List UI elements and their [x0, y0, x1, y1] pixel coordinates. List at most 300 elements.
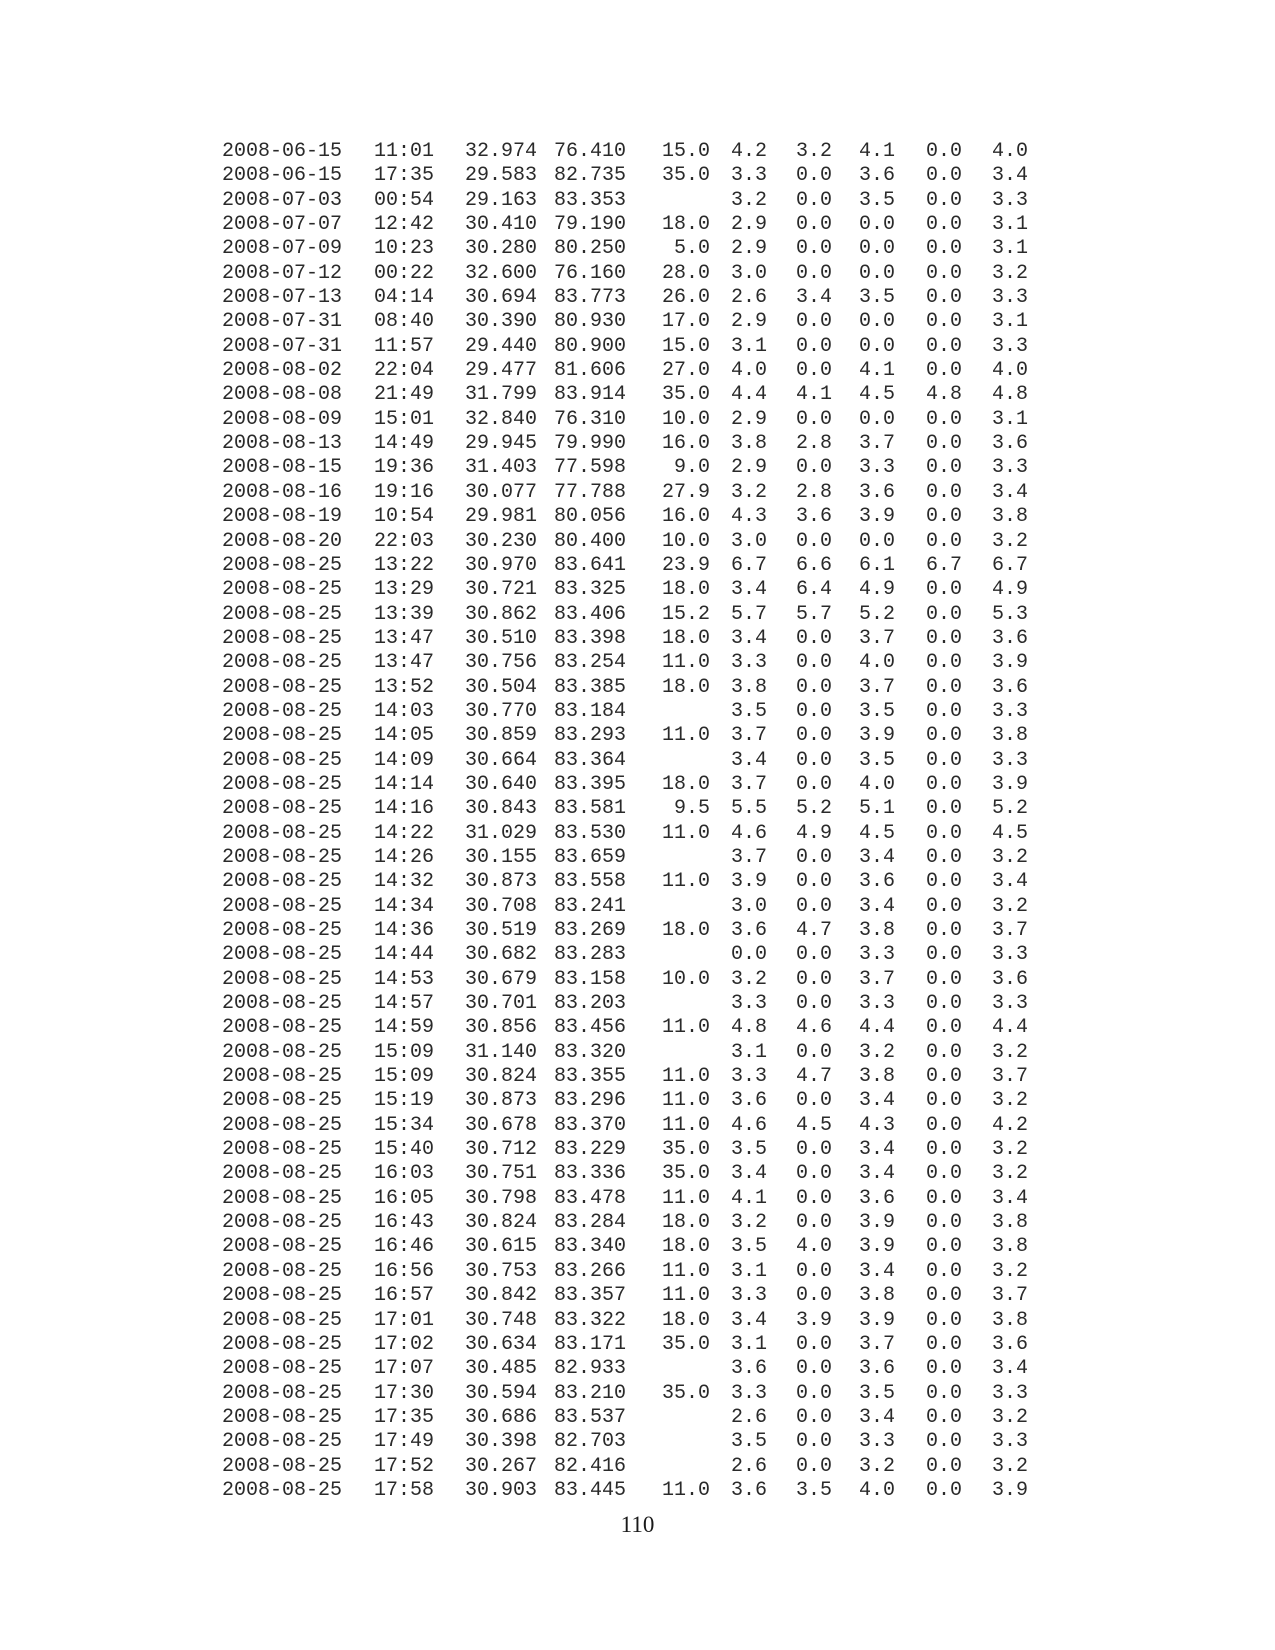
cell-time: 13:52	[374, 675, 435, 699]
cell-lat: 30.615	[465, 1235, 538, 1259]
cell-time: 17:52	[374, 1454, 435, 1478]
cell-lon: 79.990	[554, 432, 627, 456]
cell-lon: 83.158	[554, 967, 627, 991]
table-row	[222, 724, 1052, 748]
cell-date: 2008-08-25	[222, 1381, 343, 1405]
cell-m1: 4.1	[730, 1186, 767, 1210]
cell-m3: 4.0	[858, 772, 895, 796]
cell-date: 2008-08-25	[222, 1162, 343, 1186]
cell-m4: 0.0	[925, 992, 962, 1016]
cell-time: 14:14	[374, 772, 435, 796]
cell-date: 2008-08-09	[222, 407, 343, 431]
cell-m1: 3.1	[730, 334, 767, 358]
table-row	[222, 1187, 1052, 1211]
cell-m2: 6.6	[795, 553, 832, 577]
cell-m2: 3.4	[795, 286, 832, 310]
cell-m4: 0.0	[925, 310, 962, 334]
table-row	[222, 1016, 1052, 1040]
cell-m3: 3.3	[858, 992, 895, 1016]
table-row	[222, 1382, 1052, 1406]
cell-m1: 3.7	[730, 724, 767, 748]
cell-m5: 3.4	[991, 870, 1028, 894]
cell-m3: 4.0	[858, 651, 895, 675]
cell-lat: 29.945	[465, 432, 538, 456]
cell-m2: 0.0	[795, 699, 832, 723]
cell-lon: 83.353	[554, 188, 627, 212]
cell-m1: 3.6	[730, 1357, 767, 1381]
cell-depth: 17.0	[661, 310, 710, 334]
cell-lon: 83.266	[554, 1259, 627, 1283]
cell-m2: 0.0	[795, 675, 832, 699]
cell-m5: 4.2	[991, 1113, 1028, 1137]
cell-m3: 3.7	[858, 675, 895, 699]
cell-m5: 3.6	[991, 967, 1028, 991]
table-row	[222, 749, 1052, 773]
cell-time: 17:07	[374, 1357, 435, 1381]
table-row	[222, 1455, 1052, 1479]
cell-m5: 3.2	[991, 529, 1028, 553]
cell-m5: 3.2	[991, 894, 1028, 918]
cell-lon: 79.190	[554, 213, 627, 237]
cell-m5: 3.4	[991, 1186, 1028, 1210]
cell-lat: 30.155	[465, 845, 538, 869]
cell-m1: 4.8	[730, 1016, 767, 1040]
cell-lon: 83.581	[554, 797, 627, 821]
cell-time: 17:35	[374, 164, 435, 188]
cell-m4: 0.0	[925, 188, 962, 212]
cell-m2: 0.0	[795, 529, 832, 553]
cell-m5: 4.9	[991, 578, 1028, 602]
cell-m3: 3.4	[858, 1162, 895, 1186]
cell-lat: 30.679	[465, 967, 538, 991]
cell-m5: 4.4	[991, 1016, 1028, 1040]
cell-m5: 3.2	[991, 1089, 1028, 1113]
cell-m2: 4.9	[795, 821, 832, 845]
cell-time: 13:22	[374, 553, 435, 577]
cell-m1: 2.9	[730, 407, 767, 431]
cell-m2: 0.0	[795, 1259, 832, 1283]
cell-depth: 11.0	[661, 1259, 710, 1283]
cell-lon: 83.370	[554, 1113, 627, 1137]
cell-m2: 0.0	[795, 456, 832, 480]
cell-lat: 30.903	[465, 1478, 538, 1502]
cell-lat: 30.701	[465, 992, 538, 1016]
cell-m2: 0.0	[795, 188, 832, 212]
cell-date: 2008-08-25	[222, 821, 343, 845]
cell-m2: 5.7	[795, 602, 832, 626]
cell-time: 10:54	[374, 505, 435, 529]
cell-lat: 30.230	[465, 529, 538, 553]
cell-m4: 0.0	[925, 967, 962, 991]
cell-m1: 5.7	[730, 602, 767, 626]
cell-time: 16:56	[374, 1259, 435, 1283]
cell-m4: 0.0	[925, 261, 962, 285]
cell-time: 13:47	[374, 651, 435, 675]
cell-m3: 0.0	[858, 213, 895, 237]
cell-m1: 3.0	[730, 261, 767, 285]
table-row	[222, 1089, 1052, 1113]
cell-depth: 18.0	[661, 1211, 710, 1235]
cell-time: 17:35	[374, 1405, 435, 1429]
cell-m2: 4.0	[795, 1235, 832, 1259]
cell-depth: 11.0	[661, 1478, 710, 1502]
cell-m1: 3.4	[730, 626, 767, 650]
cell-m5: 3.6	[991, 626, 1028, 650]
cell-m5: 3.3	[991, 456, 1028, 480]
table-row	[222, 627, 1052, 651]
cell-lon: 83.537	[554, 1405, 627, 1429]
cell-m1: 3.3	[730, 1381, 767, 1405]
cell-m2: 0.0	[795, 1430, 832, 1454]
cell-m1: 3.8	[730, 675, 767, 699]
cell-lat: 30.770	[465, 699, 538, 723]
cell-time: 17:02	[374, 1332, 435, 1356]
cell-depth: 11.0	[661, 870, 710, 894]
cell-time: 16:57	[374, 1284, 435, 1308]
cell-m4: 0.0	[925, 1162, 962, 1186]
cell-time: 12:42	[374, 213, 435, 237]
cell-time: 16:03	[374, 1162, 435, 1186]
cell-m5: 3.2	[991, 1405, 1028, 1429]
cell-lat: 30.267	[465, 1454, 538, 1478]
cell-m1: 2.6	[730, 286, 767, 310]
cell-m3: 3.4	[858, 1089, 895, 1113]
cell-time: 14:32	[374, 870, 435, 894]
cell-date: 2008-07-09	[222, 237, 343, 261]
data-table	[222, 140, 1052, 1503]
table-row	[222, 1284, 1052, 1308]
cell-lon: 83.203	[554, 992, 627, 1016]
cell-m4: 0.0	[925, 602, 962, 626]
cell-m4: 0.0	[925, 724, 962, 748]
cell-lat: 31.799	[465, 383, 538, 407]
cell-lon: 76.410	[554, 140, 627, 163]
cell-m4: 4.8	[925, 383, 962, 407]
cell-m2: 0.0	[795, 845, 832, 869]
cell-lat: 30.410	[465, 213, 538, 237]
cell-m4: 0.0	[925, 1211, 962, 1235]
cell-m5: 3.9	[991, 1478, 1028, 1502]
cell-lat: 30.678	[465, 1113, 538, 1137]
cell-m1: 4.6	[730, 1113, 767, 1137]
cell-m2: 0.0	[795, 237, 832, 261]
cell-m4: 0.0	[925, 1259, 962, 1283]
cell-m1: 3.6	[730, 1089, 767, 1113]
cell-lat: 30.390	[465, 310, 538, 334]
cell-m4: 0.0	[925, 748, 962, 772]
cell-lon: 83.284	[554, 1211, 627, 1235]
cell-lat: 30.694	[465, 286, 538, 310]
cell-depth: 18.0	[661, 626, 710, 650]
cell-lon: 80.250	[554, 237, 627, 261]
cell-m3: 3.7	[858, 432, 895, 456]
cell-lon: 83.558	[554, 870, 627, 894]
cell-lon: 80.400	[554, 529, 627, 553]
cell-depth: 35.0	[661, 1162, 710, 1186]
cell-date: 2008-08-16	[222, 480, 343, 504]
cell-depth: 11.0	[661, 821, 710, 845]
cell-lon: 83.325	[554, 578, 627, 602]
cell-m1: 3.2	[730, 1211, 767, 1235]
cell-lon: 83.296	[554, 1089, 627, 1113]
cell-lat: 30.686	[465, 1405, 538, 1429]
cell-m1: 3.4	[730, 1162, 767, 1186]
cell-m5: 4.0	[991, 140, 1028, 163]
cell-m3: 5.2	[858, 602, 895, 626]
cell-lon: 83.269	[554, 919, 627, 942]
table-row	[222, 1235, 1052, 1259]
cell-time: 14:36	[374, 919, 435, 942]
cell-m3: 3.2	[858, 1040, 895, 1064]
cell-depth: 18.0	[661, 213, 710, 237]
cell-time: 17:01	[374, 1308, 435, 1332]
cell-m3: 6.1	[858, 553, 895, 577]
cell-time: 15:09	[374, 1065, 435, 1089]
cell-lon: 83.254	[554, 651, 627, 675]
cell-time: 14:34	[374, 894, 435, 918]
cell-m4: 0.0	[925, 286, 962, 310]
cell-lat: 30.970	[465, 553, 538, 577]
cell-m3: 4.9	[858, 578, 895, 602]
cell-m4: 0.0	[925, 432, 962, 456]
cell-m4: 0.0	[925, 772, 962, 796]
table-row	[222, 408, 1052, 432]
table-row	[222, 578, 1052, 602]
cell-m3: 3.9	[858, 1211, 895, 1235]
cell-m3: 3.7	[858, 1332, 895, 1356]
cell-date: 2008-08-25	[222, 943, 343, 967]
cell-m2: 0.0	[795, 261, 832, 285]
cell-time: 16:46	[374, 1235, 435, 1259]
cell-lat: 29.163	[465, 188, 538, 212]
table-row	[222, 262, 1052, 286]
cell-time: 15:01	[374, 407, 435, 431]
cell-lon: 80.930	[554, 310, 627, 334]
cell-m2: 0.0	[795, 334, 832, 358]
cell-m2: 0.0	[795, 772, 832, 796]
cell-date: 2008-07-03	[222, 188, 343, 212]
cell-m2: 0.0	[795, 407, 832, 431]
table-row	[222, 1479, 1052, 1503]
table-row	[222, 481, 1052, 505]
cell-m2: 5.2	[795, 797, 832, 821]
cell-time: 17:58	[374, 1478, 435, 1502]
cell-m1: 3.6	[730, 1478, 767, 1502]
cell-date: 2008-08-25	[222, 1454, 343, 1478]
cell-m1: 3.2	[730, 967, 767, 991]
cell-date: 2008-08-25	[222, 894, 343, 918]
cell-depth: 10.0	[661, 407, 710, 431]
cell-lon: 83.340	[554, 1235, 627, 1259]
cell-m1: 3.4	[730, 578, 767, 602]
cell-lat: 30.398	[465, 1430, 538, 1454]
cell-depth: 35.0	[661, 164, 710, 188]
cell-m4: 0.0	[925, 407, 962, 431]
cell-m4: 0.0	[925, 164, 962, 188]
cell-m5: 3.2	[991, 1162, 1028, 1186]
cell-lat: 30.824	[465, 1065, 538, 1089]
cell-m2: 0.0	[795, 213, 832, 237]
cell-m3: 0.0	[858, 261, 895, 285]
cell-m1: 3.2	[730, 188, 767, 212]
cell-m1: 2.9	[730, 237, 767, 261]
cell-m2: 2.8	[795, 432, 832, 456]
cell-depth: 16.0	[661, 505, 710, 529]
cell-lon: 81.606	[554, 359, 627, 383]
cell-date: 2008-08-15	[222, 456, 343, 480]
cell-m1: 3.4	[730, 748, 767, 772]
cell-m3: 3.6	[858, 1357, 895, 1381]
cell-m2: 0.0	[795, 359, 832, 383]
cell-m2: 3.2	[795, 140, 832, 163]
page-number: 110	[620, 1512, 655, 1537]
cell-lon: 83.914	[554, 383, 627, 407]
cell-m3: 4.1	[858, 140, 895, 163]
cell-lon: 83.530	[554, 821, 627, 845]
cell-m4: 0.0	[925, 870, 962, 894]
cell-time: 11:01	[374, 140, 435, 163]
cell-lat: 31.140	[465, 1040, 538, 1064]
cell-m4: 0.0	[925, 1405, 962, 1429]
cell-m3: 3.8	[858, 1284, 895, 1308]
cell-m5: 3.3	[991, 188, 1028, 212]
cell-m3: 5.1	[858, 797, 895, 821]
cell-m2: 6.4	[795, 578, 832, 602]
cell-lat: 30.873	[465, 870, 538, 894]
cell-date: 2008-07-12	[222, 261, 343, 285]
cell-date: 2008-08-25	[222, 675, 343, 699]
cell-lat: 30.842	[465, 1284, 538, 1308]
cell-lon: 82.933	[554, 1357, 627, 1381]
cell-time: 13:29	[374, 578, 435, 602]
cell-depth: 11.0	[661, 1113, 710, 1137]
cell-m2: 0.0	[795, 1357, 832, 1381]
cell-lat: 30.682	[465, 943, 538, 967]
cell-lat: 29.440	[465, 334, 538, 358]
cell-date: 2008-08-25	[222, 1235, 343, 1259]
cell-time: 08:40	[374, 310, 435, 334]
table-row	[222, 456, 1052, 480]
cell-m4: 0.0	[925, 919, 962, 942]
cell-depth: 18.0	[661, 578, 710, 602]
cell-lon: 83.398	[554, 626, 627, 650]
table-row	[222, 919, 1052, 943]
cell-m4: 0.0	[925, 578, 962, 602]
cell-m1: 0.0	[730, 943, 767, 967]
cell-depth: 35.0	[661, 1381, 710, 1405]
cell-date: 2008-08-25	[222, 992, 343, 1016]
cell-m3: 3.9	[858, 1235, 895, 1259]
cell-m4: 0.0	[925, 1186, 962, 1210]
cell-depth: 11.0	[661, 1186, 710, 1210]
cell-m4: 0.0	[925, 1430, 962, 1454]
cell-m3: 3.6	[858, 480, 895, 504]
cell-lon: 82.735	[554, 164, 627, 188]
table-row	[222, 1406, 1052, 1430]
cell-depth: 15.2	[661, 602, 710, 626]
cell-depth: 10.0	[661, 967, 710, 991]
cell-date: 2008-08-25	[222, 1113, 343, 1137]
cell-m5: 3.3	[991, 748, 1028, 772]
table-row	[222, 651, 1052, 675]
cell-time: 14:59	[374, 1016, 435, 1040]
cell-depth: 18.0	[661, 772, 710, 796]
cell-lat: 30.824	[465, 1211, 538, 1235]
cell-m2: 4.6	[795, 1016, 832, 1040]
cell-lon: 83.320	[554, 1040, 627, 1064]
cell-m3: 4.5	[858, 821, 895, 845]
cell-m1: 4.6	[730, 821, 767, 845]
cell-time: 21:49	[374, 383, 435, 407]
table-row	[222, 1138, 1052, 1162]
cell-lat: 32.974	[465, 140, 538, 163]
cell-depth: 18.0	[661, 675, 710, 699]
cell-m4: 0.0	[925, 943, 962, 967]
cell-time: 19:16	[374, 480, 435, 504]
cell-date: 2008-06-15	[222, 140, 343, 163]
cell-m2: 0.0	[795, 748, 832, 772]
table-row	[222, 603, 1052, 627]
cell-m3: 3.6	[858, 164, 895, 188]
cell-m5: 3.8	[991, 1211, 1028, 1235]
cell-lat: 31.403	[465, 456, 538, 480]
cell-m4: 0.0	[925, 675, 962, 699]
cell-lat: 30.640	[465, 772, 538, 796]
table-row	[222, 505, 1052, 529]
cell-lat: 32.840	[465, 407, 538, 431]
cell-m5: 3.9	[991, 651, 1028, 675]
cell-m3: 3.2	[858, 1454, 895, 1478]
cell-lat: 30.280	[465, 237, 538, 261]
cell-lon: 83.229	[554, 1138, 627, 1162]
cell-m1: 2.9	[730, 213, 767, 237]
cell-lat: 30.664	[465, 748, 538, 772]
table-row	[222, 943, 1052, 967]
cell-lon: 83.336	[554, 1162, 627, 1186]
table-row	[222, 286, 1052, 310]
cell-m1: 3.1	[730, 1259, 767, 1283]
cell-m4: 0.0	[925, 529, 962, 553]
cell-depth: 11.0	[661, 1089, 710, 1113]
cell-date: 2008-07-31	[222, 334, 343, 358]
cell-m3: 4.0	[858, 1478, 895, 1502]
cell-m5: 3.3	[991, 286, 1028, 310]
cell-date: 2008-08-25	[222, 797, 343, 821]
cell-date: 2008-08-25	[222, 1430, 343, 1454]
cell-m2: 0.0	[795, 1040, 832, 1064]
cell-m1: 4.4	[730, 383, 767, 407]
cell-time: 04:14	[374, 286, 435, 310]
cell-m3: 3.4	[858, 1405, 895, 1429]
table-row	[222, 1114, 1052, 1138]
cell-m1: 3.0	[730, 529, 767, 553]
cell-m5: 3.2	[991, 261, 1028, 285]
cell-m3: 3.7	[858, 626, 895, 650]
cell-m2: 0.0	[795, 1162, 832, 1186]
cell-depth: 9.5	[673, 797, 710, 821]
cell-m3: 3.5	[858, 748, 895, 772]
cell-depth: 18.0	[661, 919, 710, 942]
cell-date: 2008-08-25	[222, 1016, 343, 1040]
table-row	[222, 1357, 1052, 1381]
cell-time: 14:03	[374, 699, 435, 723]
table-row	[222, 140, 1052, 164]
cell-m5: 3.4	[991, 480, 1028, 504]
table-row	[222, 237, 1052, 261]
cell-time: 13:39	[374, 602, 435, 626]
table-row	[222, 1309, 1052, 1333]
cell-m3: 4.5	[858, 383, 895, 407]
